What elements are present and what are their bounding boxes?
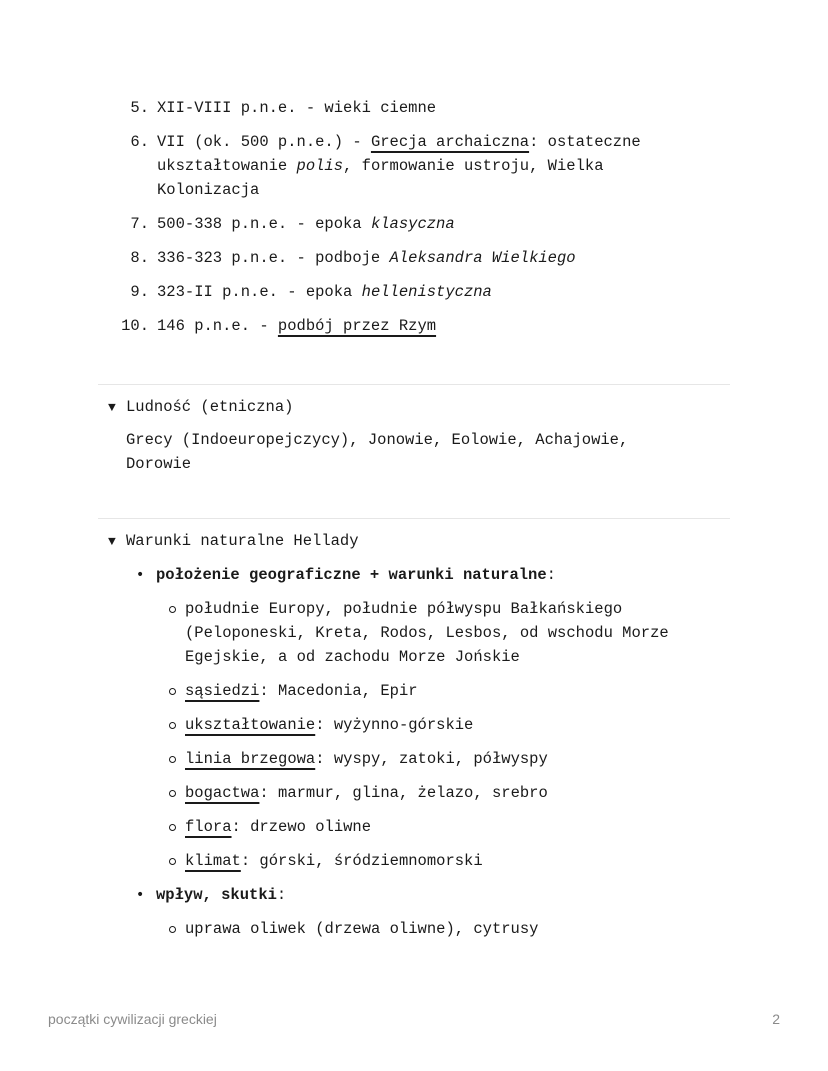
sub-list — [156, 597, 726, 873]
timeline-list — [105, 96, 705, 348]
warunki-list — [126, 563, 726, 951]
list-item: południe Europy, południe półwyspu Bałkańskiego (Peloponeski, Kreta, Rodos, Lesbos, od wschodu Morze Egejskie, a od zachodu Morze Jońskie — [156, 597, 726, 669]
page-number: 2 — [772, 1011, 780, 1027]
toggle-ludnosc[interactable] — [108, 395, 293, 420]
link-podboj-przez-rzym[interactable]: podbój przez Rzym — [277, 317, 437, 335]
footer-title: początki cywilizacji greckiej — [48, 1011, 217, 1027]
link-grecja-archaiczna[interactable]: Grecja archaiczna — [370, 133, 530, 151]
divider — [98, 384, 730, 385]
list-item: linia brzegowa: wyspy, zatoki, półwyspy — [156, 747, 726, 771]
list-item: flora: drzewo oliwne — [156, 815, 726, 839]
list-item: 9. 323-II p.n.e. - epoka hellenistyczna — [130, 283, 492, 301]
link-linia-brzegowa[interactable]: linia brzegowa — [185, 750, 316, 768]
toggle-warunki[interactable] — [108, 529, 359, 554]
list-item: ukształtowanie: wyżynno-górskie — [156, 713, 726, 737]
list-item: • wpływ, skutki: uprawa oliwek (drzewa oliwne), cytrusy — [126, 883, 726, 941]
link-uksztaltowanie[interactable]: ukształtowanie — [185, 716, 316, 734]
sub-list — [156, 917, 726, 941]
list-item: uprawa oliwek (drzewa oliwne), cytrusy — [156, 917, 726, 941]
list-item: 10. 146 p.n.e. - podbój przez Rzym — [121, 317, 437, 335]
triangle-down-icon: ▼ — [108, 400, 116, 415]
list-item: 8. 336-323 p.n.e. - podboje Aleksandra Wielkiego — [130, 249, 576, 267]
link-flora[interactable]: flora — [185, 818, 232, 836]
toggle-title: Warunki naturalne Hellady — [126, 532, 359, 550]
toggle-title: Ludność (etniczna) — [126, 398, 294, 416]
link-bogactwa[interactable]: bogactwa — [185, 784, 260, 802]
section-heading: położenie geograficzne + warunki naturalne — [156, 566, 547, 584]
list-item: • położenie geograficzne + warunki naturalne: południe Europy, południe półwyspu Bałkańskiego (Peloponeski, Kreta, Rodos, Lesbos, od wschodu Morze Egejskie, a od zachodu Morze Jońskie sąsiedzi: Macedonia, Epir ukształtowanie: wyżynno-górskie linia brzegowa: wyspy, zatoki, półwyspy bogactwa: marmur, glina, żelazo, srebro flora: drzewo oliwne klimat: górski, śródziemnomorski — [126, 563, 726, 873]
link-klimat[interactable]: klimat — [185, 852, 241, 870]
ludnosc-body: Grecy (Indoeuropejczycy), Jonowie, Eolowie, Achajowie, Dorowie — [126, 431, 629, 473]
divider — [98, 518, 730, 519]
list-item: 5. XII-VIII p.n.e. - wieki ciemne — [130, 99, 437, 117]
section-heading: wpływ, skutki — [156, 886, 277, 904]
list-item: bogactwa: marmur, glina, żelazo, srebro — [156, 781, 726, 805]
list-item: 6. VII (ok. 500 p.n.e.) - Grecja archaiczna: ostateczne ukształtowanie polis, formowanie ustroju, Wielka Kolonizacja — [130, 133, 641, 199]
list-item: 7. 500-338 p.n.e. - epoka klasyczna — [130, 215, 455, 233]
link-sasiedzi[interactable]: sąsiedzi — [185, 682, 260, 700]
list-item: klimat: górski, śródziemnomorski — [156, 849, 726, 873]
list-item: sąsiedzi: Macedonia, Epir — [156, 679, 726, 703]
triangle-down-icon: ▼ — [108, 534, 116, 549]
